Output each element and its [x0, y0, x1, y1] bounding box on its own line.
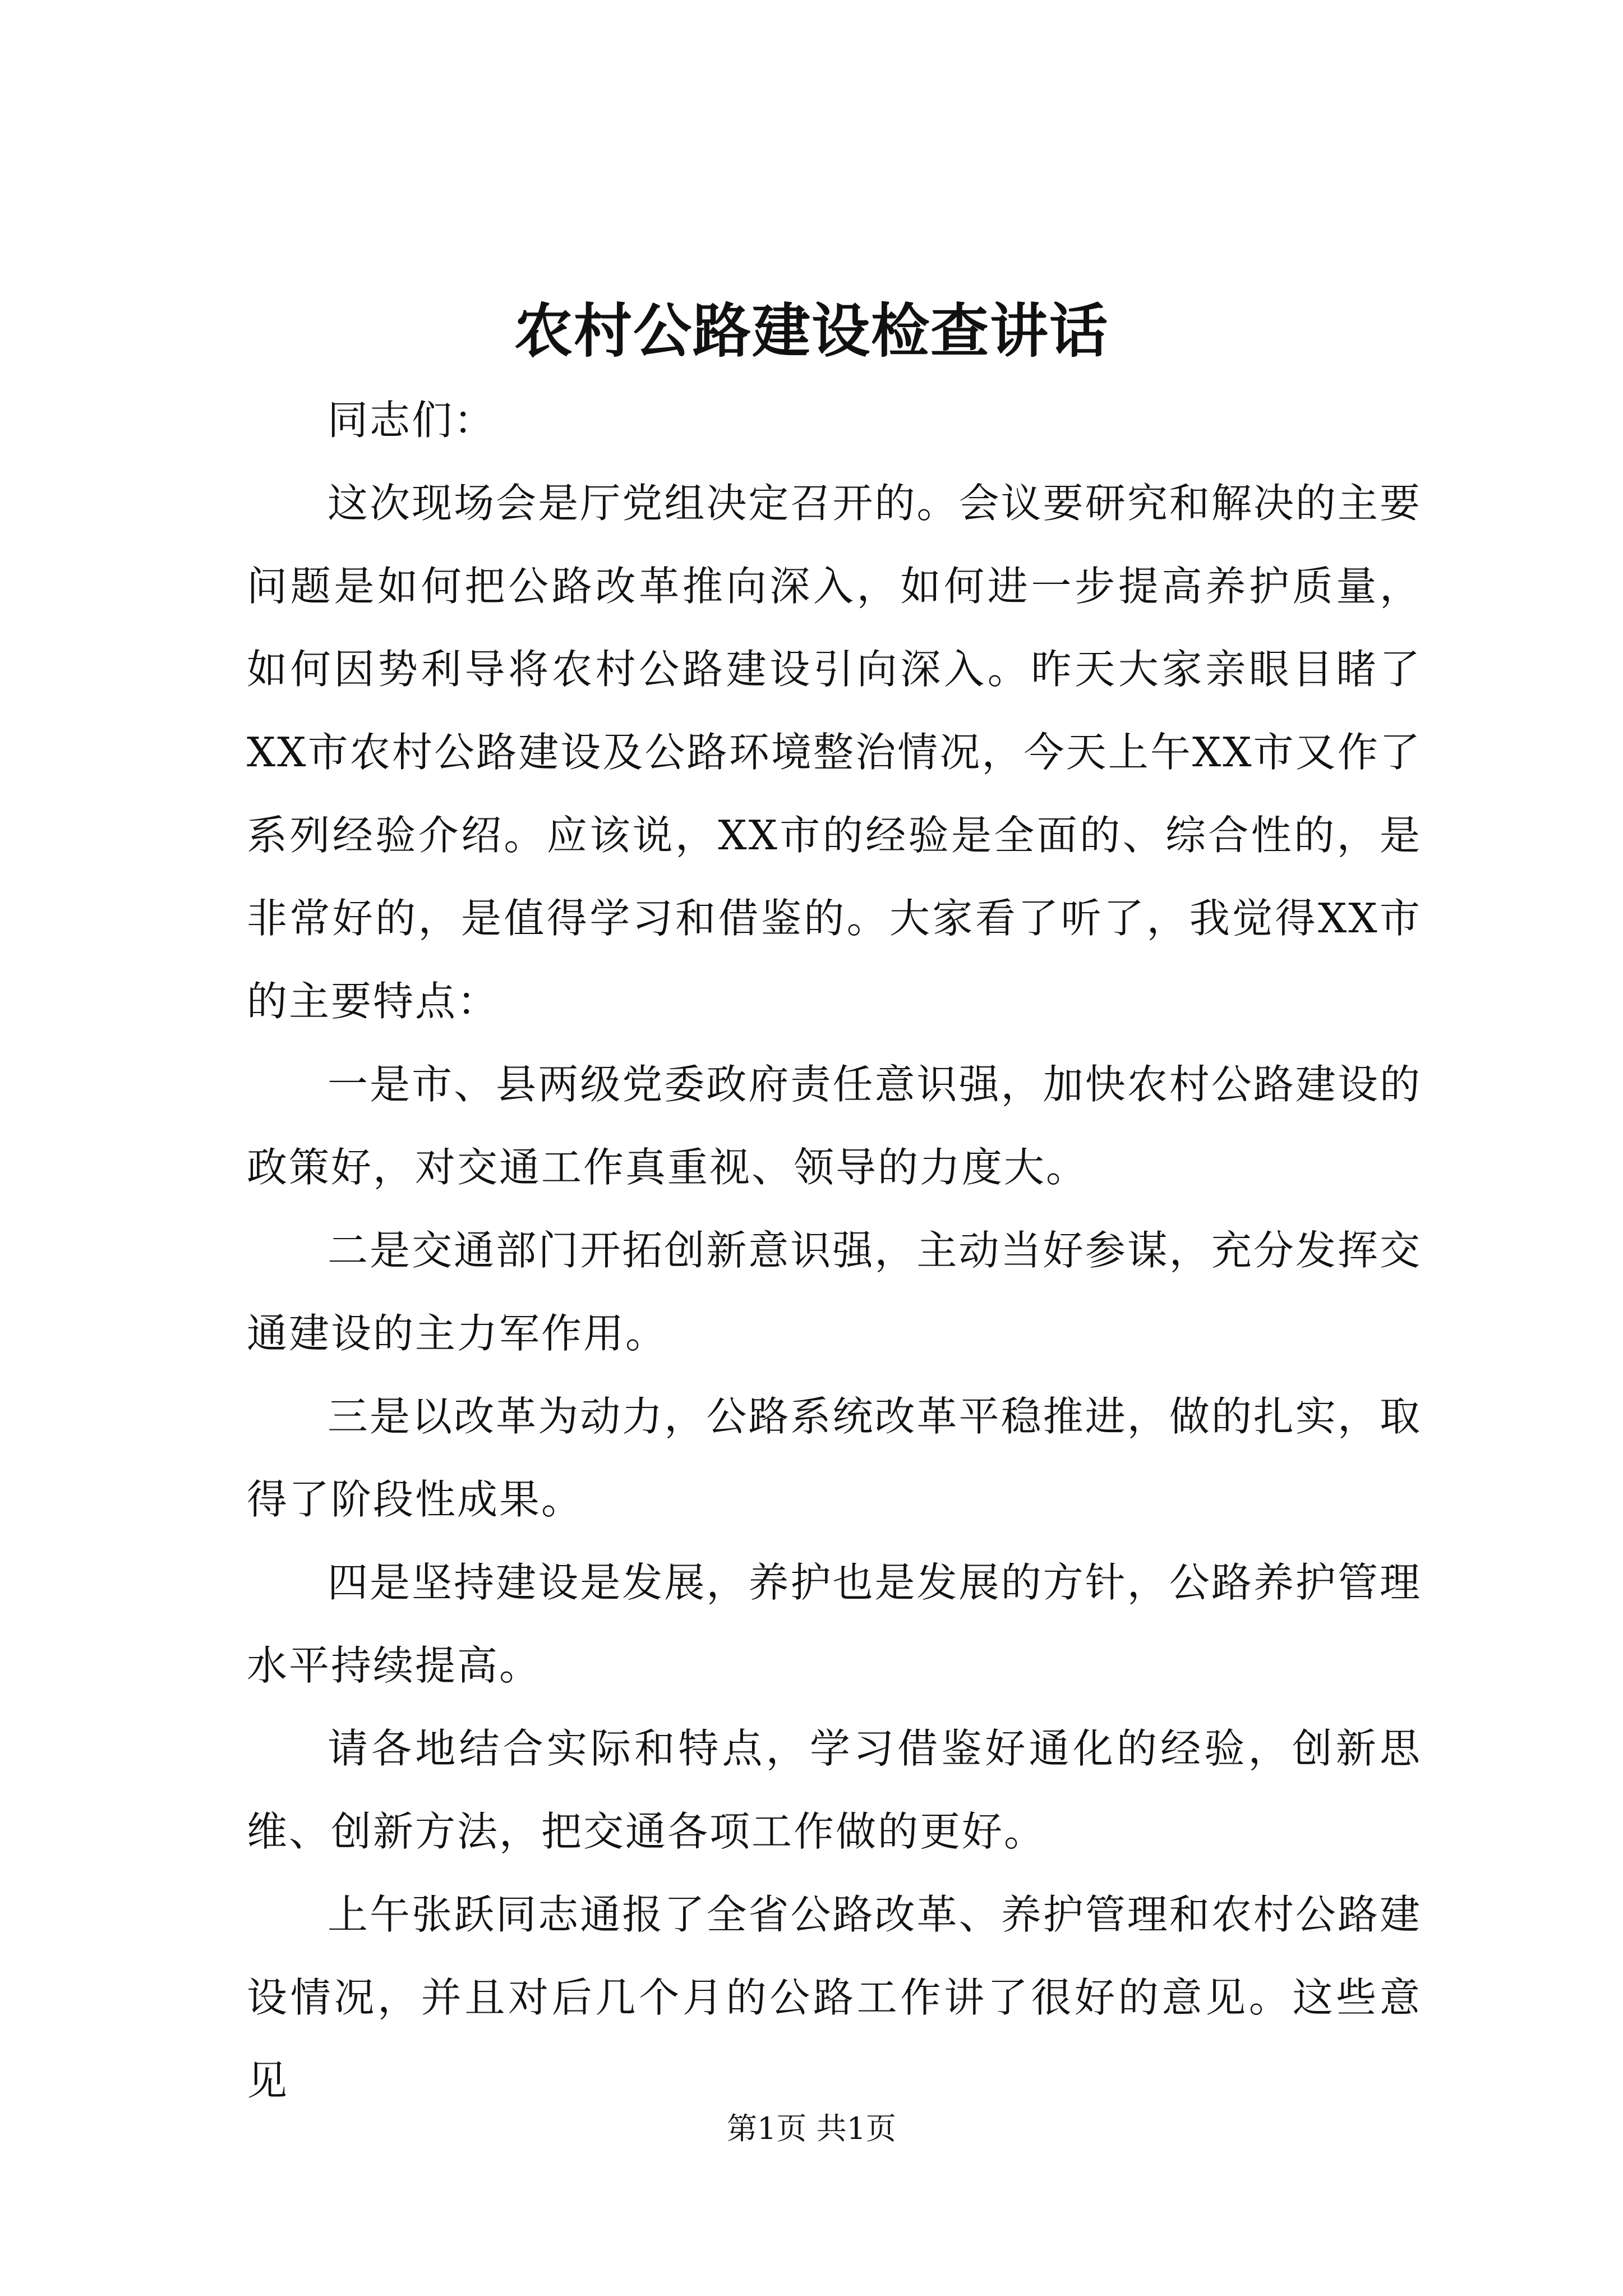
document-body: [247, 379, 1422, 2122]
document-title: 农村公路建设检查讲话: [514, 296, 1109, 365]
point-one-paragraph: 一是市、县两级党委政府责任意识强，加快农村公路建设的政策好，对交通工作真重视、领导的力度大。: [247, 1061, 1422, 1191]
closing-paragraph: 上午张跃同志通报了全省公路改革、养护管理和农村公路建设情况，并且对后几个月的公路工作讲了很好的意见。这些意见: [247, 1891, 1422, 2104]
point-two-paragraph: 二是交通部门开拓创新意识强，主动当好参谋，充分发挥交通建设的主力军作用。: [247, 1227, 1422, 1357]
intro-paragraph: 这次现场会是厅党组决定召开的。会议要研究和解决的主要问题是如何把公路改革推向深入，如何进一步提高养护质量，如何因势利导将农村公路建设引向深入。昨天大家亲眼目睹了XX市农村公路建设及公路环境整治情况，今天上午XX市又作了系列经验介绍。应该说，XX市的经验是全面的、综合性的，是非常好的，是值得学习和借鉴的。大家看了听了，我觉得XX市的主要特点：: [247, 480, 1422, 1025]
page-number-footer: 第1页 共1页: [727, 2111, 896, 2146]
point-three-paragraph: 三是以改革为动力，公路系统改革平稳推进，做的扎实，取得了阶段性成果。: [247, 1393, 1422, 1523]
point-four-paragraph: 四是坚持建设是发展，养护也是发展的方针，公路养护管理水平持续提高。: [247, 1559, 1422, 1689]
learning-paragraph: 请各地结合实际和特点，学习借鉴好通化的经验，创新思维、创新方法，把交通各项工作做的更好。: [247, 1725, 1422, 1855]
salutation-paragraph: 同志们：: [328, 397, 496, 444]
